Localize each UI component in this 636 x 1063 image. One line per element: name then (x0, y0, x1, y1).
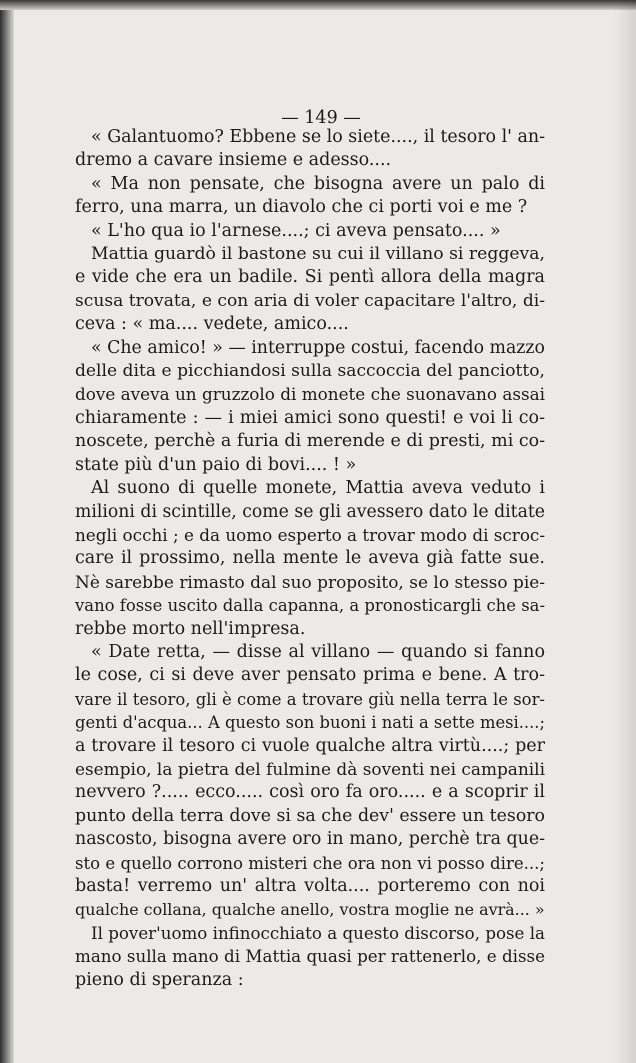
text-line: Al suono di quelle monete, Mattia aveva veduto i (91, 478, 545, 499)
page-text-block (75, 98, 545, 992)
text-line: dove aveva un gruzzolo di monete che suonavano assai (75, 384, 545, 405)
text-line: « Galantuomo? Ebbene se lo siete...., il tesoro l' an- (91, 127, 546, 147)
text-line: Nè sarebbe rimasto dal suo proposito, se lo stesso pie- (75, 571, 545, 592)
text-line: Mattia guardò il bastone su cui il villano si reggeva, (91, 244, 545, 265)
text-line: sto e quello corrono misteri che ora non vi posso dire...; (75, 853, 545, 873)
text-line: punto della terra dove si sa che dev' essere un tesoro (75, 805, 545, 826)
text-line: noscete, perchè a furia di merende e di presti, mi co- (75, 431, 545, 452)
page-number: — 149 — (281, 108, 361, 128)
page-right-shade (614, 0, 636, 1063)
text-line: vare il tesoro, gli è come a trovare giù nella terra le sor- (75, 689, 545, 709)
text-line: « Ma non pensate, che bisogna avere un palo di (91, 173, 545, 194)
page-top-edge (0, 0, 636, 10)
text-line: qualche collana, qualche anello, vostra moglie ne avrà... » (75, 900, 545, 920)
text-line: nevvero ?..... ecco..... così oro fa oro..... e a scoprir il (75, 782, 545, 803)
text-line: chiaramente : — i miei amici sono questi! e voi li co- (75, 407, 545, 428)
text-line: ceva : « ma.... vedete, amico.... (75, 314, 349, 335)
text-line: negli occhi ; e da uomo esperto a trovar modo di scroc- (75, 524, 545, 545)
text-line: dremo a cavare insieme e adesso.... (75, 150, 392, 171)
page-binding-edge (0, 0, 14, 1063)
text-line: mano sulla mano di Mattia quasi per rattenerlo, e disse (75, 946, 545, 967)
text-line: delle dita e picchiandosi sulla saccoccia del panciotto, (75, 361, 545, 382)
text-line: a trovare il tesoro ci vuole qualche altra virtù....; per (75, 735, 545, 756)
text-line: e vide che era un badile. Si pentì allora della magra (75, 267, 545, 288)
text-line: pieno di speranza : (75, 969, 244, 990)
text-line: nascosto, bisogna avere oro in mano, perchè tra que- (75, 829, 545, 850)
text-line: le cose, ci si deve aver pensato prima e bene. A tro- (75, 665, 545, 686)
text-line: Il pover'uomo infinocchiato a questo discorso, pose la (91, 923, 545, 943)
text-line: ferro, una marra, un diavolo che ci porti voi e me ? (75, 197, 528, 218)
text-line: vano fosse uscito dalla capanna, a pronosticargli che sa- (75, 596, 545, 616)
text-line: state più d'un paio di bovi.... ! » (75, 454, 357, 475)
text-line: « Che amico! » — interruppe costui, facendo mazzo (91, 337, 545, 358)
text-line: esempio, la pietra del fulmine dà soventi nei campanili (75, 758, 545, 779)
text-line: « Date retta, — disse al villano — quando si fanno (91, 641, 545, 662)
text-line: care il prossimo, nella mente le aveva già fatte sue. (75, 548, 545, 569)
text-line: genti d'acqua... A questo son buoni i nati a sette mesi....; (75, 713, 545, 733)
text-line: « L'ho qua io l'arnese....; ci aveva pensato.... » (91, 220, 501, 241)
text-line: milioni di scintille, come se gli avessero dato le ditate (75, 501, 545, 522)
text-line: scusa trovata, e con aria di voler capacitare l'altro, di- (75, 290, 545, 311)
text-line: rebbe morto nell'impresa. (75, 618, 306, 639)
text-lines (75, 126, 545, 992)
text-line: basta! verremo un' altra volta.... porteremo con noi (75, 876, 545, 896)
